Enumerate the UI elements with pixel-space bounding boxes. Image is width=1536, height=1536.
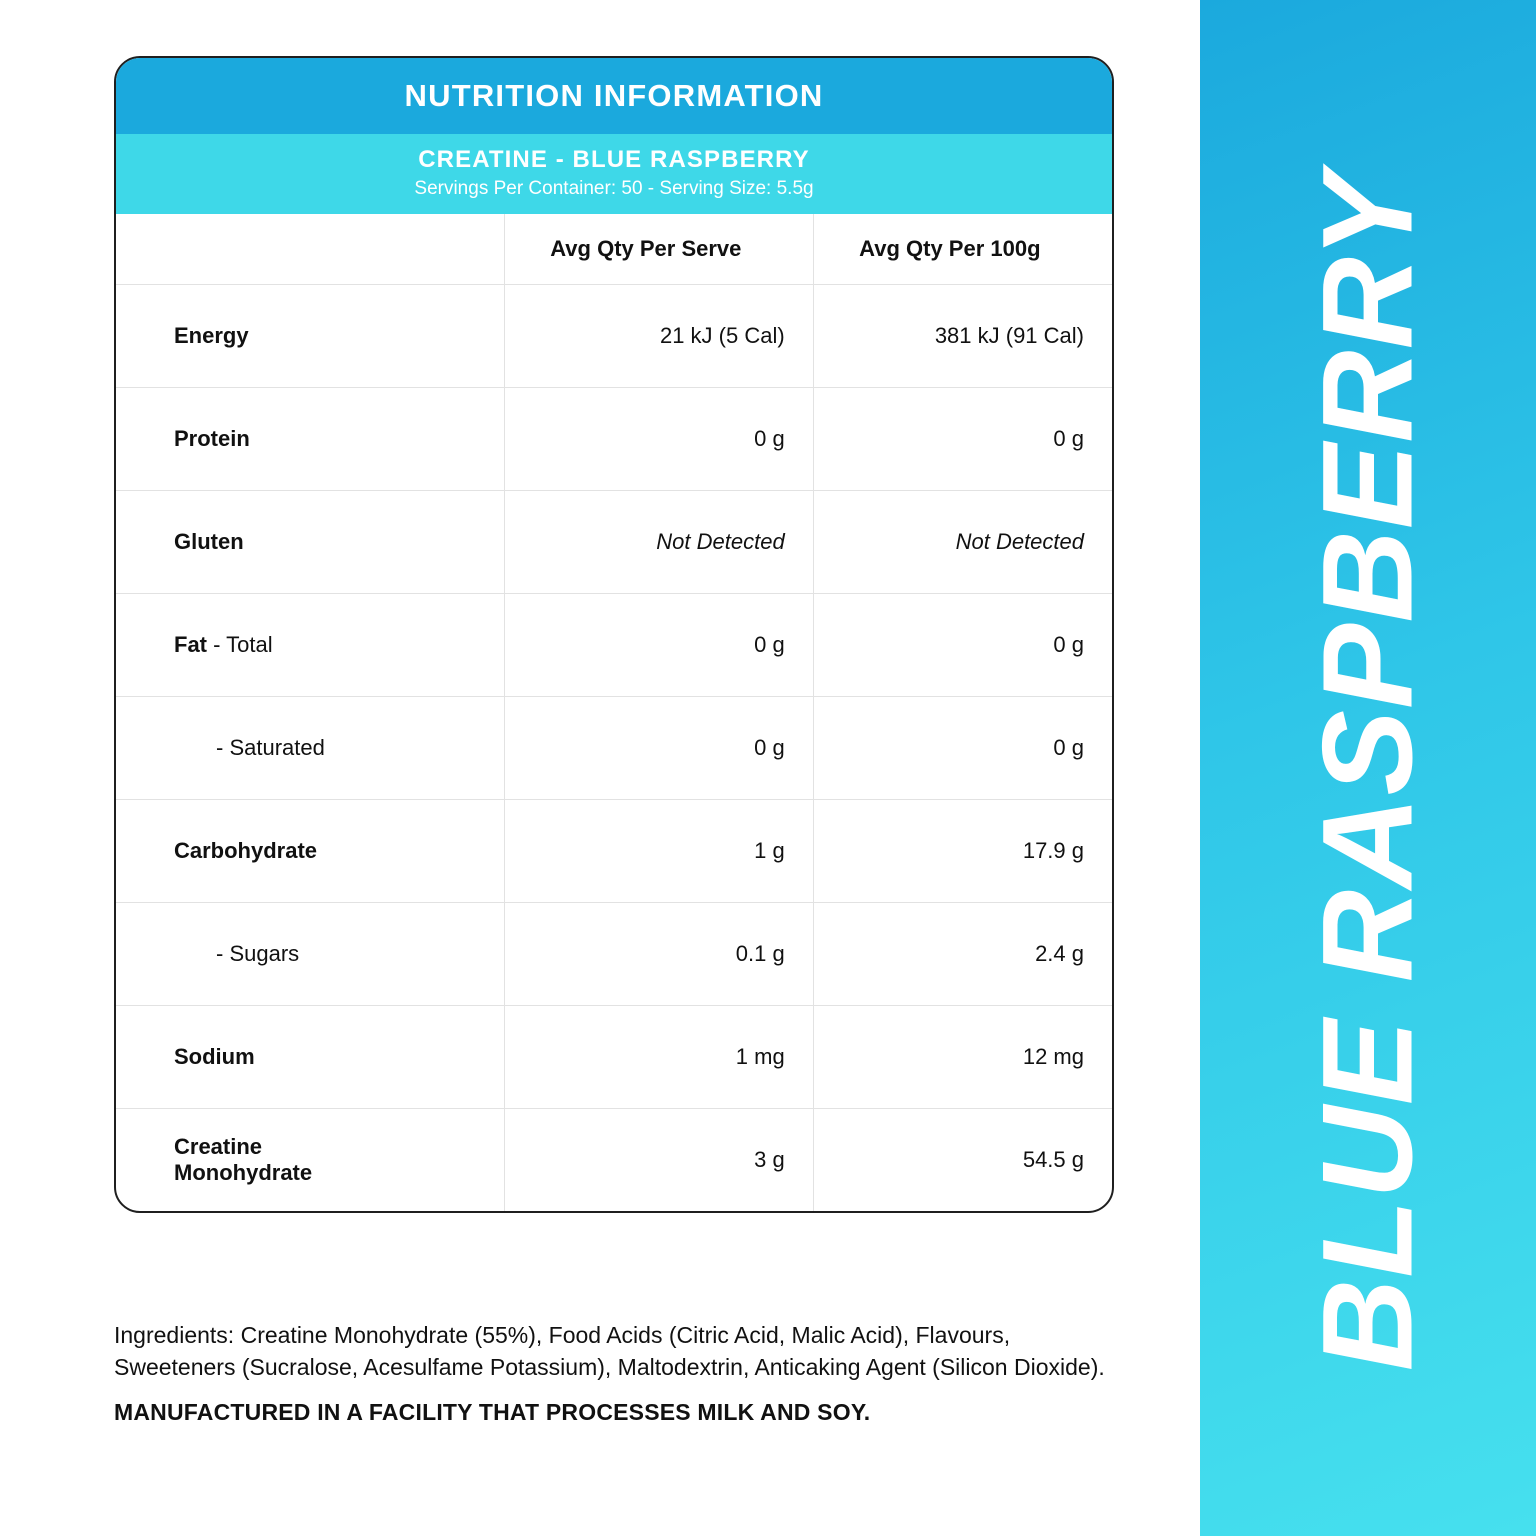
column-header-blank	[116, 214, 504, 285]
value-per-serve	[504, 800, 813, 903]
table-row	[116, 388, 1112, 491]
product-flavour-title: CREATINE - BLUE RASPBERRY	[418, 146, 810, 173]
nutrient-label	[116, 800, 504, 903]
nutrient-label	[116, 285, 504, 388]
value-text: 21 kJ (5 Cal)	[659, 323, 785, 348]
nutrient-name: Sodium	[174, 1044, 255, 1069]
nutrient-label	[116, 388, 504, 491]
table-header-row	[116, 214, 1112, 285]
ingredients-block	[114, 1320, 1114, 1426]
value-per-100g	[813, 285, 1112, 388]
nutrition-panel	[114, 56, 1114, 1213]
table-row	[116, 594, 1112, 697]
nutrient-label	[116, 1006, 504, 1109]
allergen-statement: MANUFACTURED IN A FACILITY THAT PROCESSES MILK AND SOY.	[114, 1399, 871, 1426]
value-per-serve	[504, 491, 813, 594]
ingredients-text: Ingredients: Creatine Monohydrate (55%), Food Acids (Citric Acid, Malic Acid), Flavours, Sweeteners (Sucralose, Acesulfame Potassium), Maltodextrin, Anticaking Agent (Silicon Dioxide).	[114, 1322, 1105, 1380]
value-text: 1 g	[754, 838, 785, 863]
nutrient-label	[116, 1109, 504, 1212]
value-per-serve	[504, 697, 813, 800]
value-per-100g	[813, 491, 1112, 594]
nutrient-name: Creatine Monohydrate	[174, 1134, 313, 1185]
value-text: 12 mg	[1022, 1044, 1084, 1069]
value-text: 3 g	[754, 1147, 785, 1172]
nutrient-name: Protein	[174, 426, 250, 451]
nutrient-name: Gluten	[174, 529, 244, 554]
value-per-100g	[813, 1006, 1112, 1109]
table-row	[116, 697, 1112, 800]
table-row	[116, 903, 1112, 1006]
table-row	[116, 285, 1112, 388]
flavour-band-label: BLUE RASPBERRY	[1296, 171, 1440, 1372]
nutrient-label	[116, 594, 504, 697]
value-text: 0 g	[1053, 426, 1084, 451]
value-text: 17.9 g	[1022, 838, 1084, 863]
value-text: 0 g	[754, 735, 785, 760]
value-text: 381 kJ (91 Cal)	[934, 323, 1084, 348]
value-per-100g	[813, 903, 1112, 1006]
value-per-100g	[813, 697, 1112, 800]
flavour-band	[1200, 0, 1536, 1536]
table-row	[116, 1006, 1112, 1109]
nutrition-table	[116, 214, 1112, 1211]
nutrient-qualifier: - Total	[207, 632, 273, 657]
value-per-100g	[813, 594, 1112, 697]
nutrient-qualifier: - Sugars	[216, 941, 300, 966]
panel-subheader	[116, 134, 1112, 214]
value-text: 0 g	[1053, 632, 1084, 657]
nutrient-label	[116, 697, 504, 800]
value-text: 1 mg	[735, 1044, 785, 1069]
value-text: 0 g	[754, 426, 785, 451]
nutrient-name: Energy	[174, 323, 249, 348]
value-per-serve	[504, 388, 813, 491]
value-text: Not Detected	[656, 529, 785, 554]
column-header-per-serve: Avg Qty Per Serve	[504, 214, 813, 285]
value-per-serve	[504, 903, 813, 1006]
nutrient-label	[116, 491, 504, 594]
value-per-serve	[504, 594, 813, 697]
panel-title: NUTRITION INFORMATION	[116, 58, 1112, 134]
value-text: 0.1 g	[735, 941, 785, 966]
value-text: 2.4 g	[1035, 941, 1084, 966]
value-per-serve	[504, 1006, 813, 1109]
table-row	[116, 800, 1112, 903]
value-per-100g	[813, 388, 1112, 491]
column-header-per-100g: Avg Qty Per 100g	[813, 214, 1112, 285]
value-text: 0 g	[754, 632, 785, 657]
nutrient-label	[116, 903, 504, 1006]
nutrient-name: Carbohydrate	[174, 838, 318, 863]
value-per-serve	[504, 1109, 813, 1212]
value-text: 54.5 g	[1022, 1147, 1084, 1172]
value-per-serve	[504, 285, 813, 388]
value-text: Not Detected	[955, 529, 1084, 554]
value-text: 0 g	[1053, 735, 1084, 760]
value-per-100g	[813, 1109, 1112, 1212]
nutrient-qualifier: - Saturated	[216, 735, 325, 760]
table-row	[116, 1109, 1112, 1212]
nutrient-name: Fat	[174, 632, 207, 657]
servings-info: Servings Per Container: 50 - Serving Size: 5.5g	[414, 178, 814, 199]
table-row	[116, 491, 1112, 594]
value-per-100g	[813, 800, 1112, 903]
